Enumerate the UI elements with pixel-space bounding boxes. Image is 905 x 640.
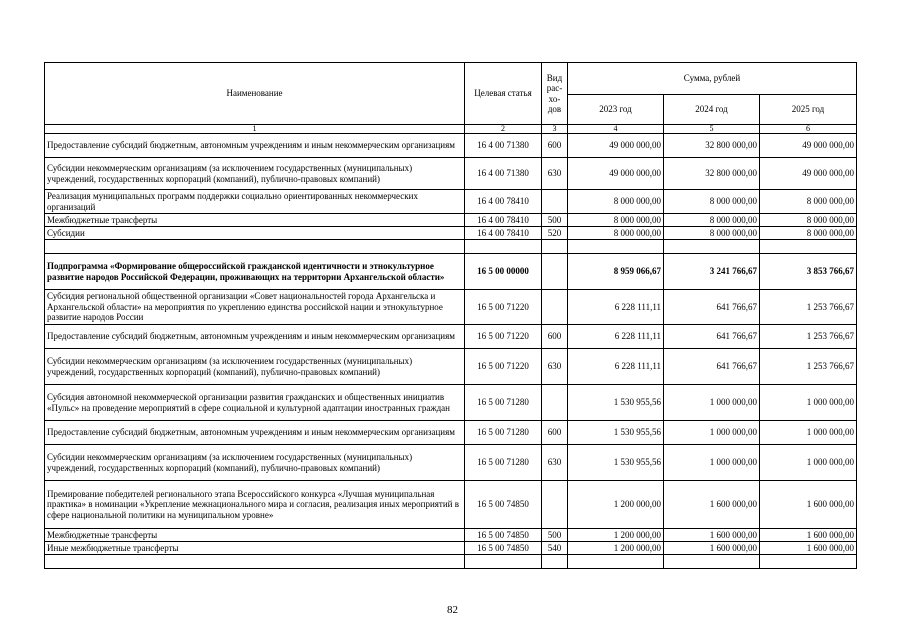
- table-row: [45, 481, 857, 529]
- row-name: Субсидия региональной общественной организации «Совет национальностей города Архангельска и Архангельской области» на мероприятия по укреплению единства российской нации и этнокультурное развитие народов России: [45, 290, 465, 325]
- row-name: Субсидии: [45, 227, 465, 240]
- row-sum-2023: 1 200 000,00: [568, 529, 664, 542]
- page-number: 82: [447, 604, 458, 616]
- row-code: 16 5 00 00000: [465, 254, 542, 290]
- header-row: [45, 63, 857, 95]
- table-row: [45, 240, 857, 254]
- row-vid: 600: [542, 134, 568, 158]
- table-row: [45, 254, 857, 290]
- table-row: [45, 385, 857, 421]
- table-row: [45, 227, 857, 240]
- row-vid: 630: [542, 158, 568, 190]
- row-sum-2024: 1 000 000,00: [664, 385, 760, 421]
- header-vid-line: Вид: [546, 72, 563, 83]
- col-number: 5: [664, 125, 760, 134]
- row-code: 16 5 00 74850: [465, 481, 542, 529]
- table-row: [45, 325, 857, 349]
- table-row: [45, 134, 857, 158]
- row-sum-2025: 8 000 000,00: [760, 227, 857, 240]
- row-code: 16 5 00 71280: [465, 385, 542, 421]
- row-sum-2023: 49 000 000,00: [568, 158, 664, 190]
- row-code: 16 5 00 71280: [465, 445, 542, 481]
- row-sum-2025: 1 253 766,67: [760, 349, 857, 385]
- row-name: Реализация муниципальных программ поддержки социально ориентированных некоммерческих организаций: [45, 190, 465, 214]
- row-code: 16 5 00 71220: [465, 349, 542, 385]
- col-number: 3: [542, 125, 568, 134]
- header-vid: [542, 63, 568, 125]
- row-vid: [542, 555, 568, 569]
- row-sum-2023: 6 228 111,11: [568, 290, 664, 325]
- row-sum-2025: 8 000 000,00: [760, 214, 857, 227]
- row-sum-2023: 6 228 111,11: [568, 325, 664, 349]
- row-sum-2025: 1 600 000,00: [760, 481, 857, 529]
- row-name: Субсидии некоммерческим организациям (за исключением государственных (муниципальных) учреждений, государственных корпораций (компаний), публично-правовых компаний): [45, 349, 465, 385]
- column-numbers-row: [45, 125, 857, 134]
- row-code: [465, 240, 542, 254]
- row-vid: 630: [542, 445, 568, 481]
- row-sum-2023: 8 959 066,67: [568, 254, 664, 290]
- row-name: Предоставление субсидий бюджетным, автономным учреждениям и иным некоммерческим организациям: [45, 325, 465, 349]
- row-vid: 520: [542, 227, 568, 240]
- row-sum-2023: 8 000 000,00: [568, 227, 664, 240]
- row-sum-2023: 8 000 000,00: [568, 214, 664, 227]
- row-vid: [542, 254, 568, 290]
- row-sum-2025: 1 253 766,67: [760, 290, 857, 325]
- row-sum-2024: 641 766,67: [664, 290, 760, 325]
- table-row: [45, 555, 857, 569]
- row-sum-2024: 1 600 000,00: [664, 481, 760, 529]
- row-sum-2025: 8 000 000,00: [760, 190, 857, 214]
- row-code: 16 4 00 78410: [465, 190, 542, 214]
- row-vid: 600: [542, 421, 568, 445]
- row-vid: 500: [542, 214, 568, 227]
- row-sum-2024: [664, 555, 760, 569]
- row-sum-2025: [760, 240, 857, 254]
- row-sum-2025: 49 000 000,00: [760, 134, 857, 158]
- row-vid: [542, 240, 568, 254]
- row-sum-2024: 32 800 000,00: [664, 158, 760, 190]
- header-sum: Сумма, рублей: [568, 63, 857, 95]
- row-sum-2024: 1 600 000,00: [664, 542, 760, 555]
- table-row: [45, 542, 857, 555]
- row-sum-2025: [760, 555, 857, 569]
- header-year-2025: 2025 год: [760, 95, 857, 125]
- header-year-2024: 2024 год: [664, 95, 760, 125]
- budget-table: [44, 62, 857, 569]
- col-number: 4: [568, 125, 664, 134]
- row-code: 16 5 00 71220: [465, 325, 542, 349]
- row-vid: 540: [542, 542, 568, 555]
- row-sum-2024: 3 241 766,67: [664, 254, 760, 290]
- table-row: [45, 290, 857, 325]
- row-vid: 500: [542, 529, 568, 542]
- row-code: [465, 555, 542, 569]
- table-row: [45, 349, 857, 385]
- row-name: Субсидии некоммерческим организациям (за исключением государственных (муниципальных) учреждений, государственных корпораций (компаний), публично-правовых компаний): [45, 445, 465, 481]
- row-name: Межбюджетные трансферты: [45, 529, 465, 542]
- row-sum-2025: 3 853 766,67: [760, 254, 857, 290]
- table-row: [45, 190, 857, 214]
- row-vid: [542, 385, 568, 421]
- header-vid-line: дов: [547, 104, 562, 114]
- row-code: 16 5 00 74850: [465, 529, 542, 542]
- row-vid: 600: [542, 325, 568, 349]
- row-sum-2024: 1 000 000,00: [664, 421, 760, 445]
- row-vid: [542, 190, 568, 214]
- row-name: Премирование победителей регионального этапа Всероссийского конкурса «Лучшая муниципальная практика» в номинации «Укрепление межнационального мира и согласия, реализация иных мероприятий в сфере национальной политики на муниципальном уровне»: [45, 481, 465, 529]
- header-vid-line: рас-: [546, 83, 563, 93]
- table-row: [45, 421, 857, 445]
- row-sum-2025: 1 000 000,00: [760, 385, 857, 421]
- row-sum-2023: 6 228 111,11: [568, 349, 664, 385]
- header-vid-line: хо-: [548, 93, 561, 104]
- row-sum-2023: 1 530 955,56: [568, 445, 664, 481]
- col-number: 2: [465, 125, 542, 134]
- table-row: [45, 445, 857, 481]
- row-code: 16 5 00 74850: [465, 542, 542, 555]
- row-sum-2025: 1 000 000,00: [760, 445, 857, 481]
- row-sum-2024: 641 766,67: [664, 325, 760, 349]
- row-name: Предоставление субсидий бюджетным, автономным учреждениям и иным некоммерческим организациям: [45, 134, 465, 158]
- row-sum-2024: 8 000 000,00: [664, 214, 760, 227]
- row-code: 16 4 00 71380: [465, 134, 542, 158]
- row-sum-2023: 1 530 955,56: [568, 385, 664, 421]
- row-sum-2024: 8 000 000,00: [664, 227, 760, 240]
- row-sum-2025: 1 600 000,00: [760, 542, 857, 555]
- row-name: Иные межбюджетные трансферты: [45, 542, 465, 555]
- row-name: Субсидии некоммерческим организациям (за исключением государственных (муниципальных) учреждений, государственных корпораций (компаний), публично-правовых компаний): [45, 158, 465, 190]
- row-code: 16 4 00 78410: [465, 227, 542, 240]
- row-code: 16 5 00 71280: [465, 421, 542, 445]
- row-vid: [542, 290, 568, 325]
- row-sum-2024: 1 600 000,00: [664, 529, 760, 542]
- row-name: Предоставление субсидий бюджетным, автономным учреждениям и иным некоммерческим организациям: [45, 421, 465, 445]
- row-sum-2024: [664, 240, 760, 254]
- col-number: 1: [45, 125, 465, 134]
- col-number: 6: [760, 125, 857, 134]
- row-vid: [542, 481, 568, 529]
- header-target: Целевая статья: [465, 63, 542, 125]
- row-sum-2023: 1 200 000,00: [568, 542, 664, 555]
- row-sum-2024: 641 766,67: [664, 349, 760, 385]
- row-sum-2023: 1 530 955,56: [568, 421, 664, 445]
- row-sum-2025: 1 600 000,00: [760, 529, 857, 542]
- row-sum-2024: 32 800 000,00: [664, 134, 760, 158]
- header-name: Наименование: [45, 63, 465, 125]
- row-sum-2024: 8 000 000,00: [664, 190, 760, 214]
- row-name: [45, 555, 465, 569]
- row-sum-2023: 1 200 000,00: [568, 481, 664, 529]
- row-name: Субсидия автономной некоммерческой организации развития гражданских и общественных инициатив «Пульс» на проведение мероприятий в сфере социальной и культурной адаптации иностранных граждан: [45, 385, 465, 421]
- row-sum-2023: [568, 240, 664, 254]
- row-sum-2023: 8 000 000,00: [568, 190, 664, 214]
- table-row: [45, 214, 857, 227]
- row-code: 16 4 00 71380: [465, 158, 542, 190]
- row-vid: 630: [542, 349, 568, 385]
- row-sum-2025: 1 253 766,67: [760, 325, 857, 349]
- row-name: Межбюджетные трансферты: [45, 214, 465, 227]
- row-name: [45, 240, 465, 254]
- table-row: [45, 158, 857, 190]
- row-name: Подпрограмма «Формирование общероссийской гражданской идентичности и этнокультурное развитие народов Российской Федерации, проживающих на территории Архангельской области»: [45, 254, 465, 290]
- row-code: 16 5 00 71220: [465, 290, 542, 325]
- row-sum-2025: 49 000 000,00: [760, 158, 857, 190]
- row-code: 16 4 00 78410: [465, 214, 542, 227]
- row-sum-2024: 1 000 000,00: [664, 445, 760, 481]
- row-sum-2025: 1 000 000,00: [760, 421, 857, 445]
- table-row: [45, 529, 857, 542]
- row-sum-2023: 49 000 000,00: [568, 134, 664, 158]
- row-sum-2023: [568, 555, 664, 569]
- header-year-2023: 2023 год: [568, 95, 664, 125]
